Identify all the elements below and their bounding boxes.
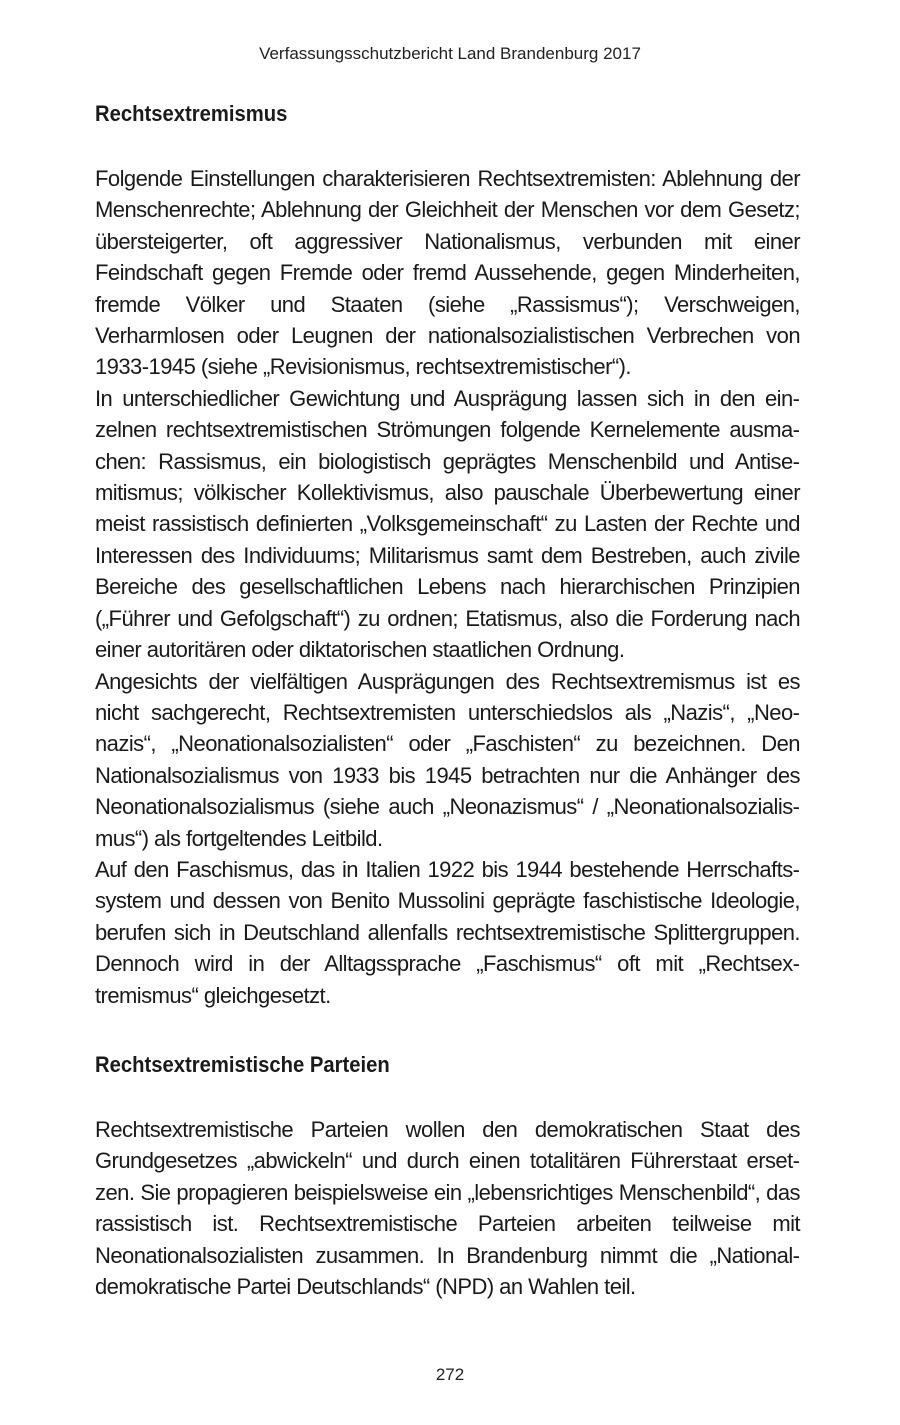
section-rechtsextremismus: [95, 100, 800, 1011]
body-paragraph: In unterschiedlicher Gewichtung und Ausprägung lassen sich in den einzelnen rechtsextremistischen Strömungen folgende Kernelemente ausmachen: Rassismus, ein biologistisch geprägtes Menschenbild und Antisemitismus; völkischer Kollektivismus, also pauschale Überbewertung einer meist rassistisch definierten „Volksgemeinschaft“ zu Lasten der Rechte und Interessen des Individuums; Militarismus samt dem Bestreben, auch zivile Bereiche des gesellschaftlichen Lebens nach hierarchischen Prinzipien („Führer und Gefolgschaft“) zu ordnen; Etatismus, also die Forderung nach einer autoritären oder diktatorischen staatlichen Ordnung.: [95, 385, 800, 663]
body-paragraph: Rechtsextremistische Parteien wollen den demokratischen Staat des Grundgesetzes „abwickeln“ und durch einen totalitären Führerstaat ersetzen. Sie propagieren beispielsweise ein „lebensrichtiges Menschenbild“, das rassistisch ist. Rechtsextremistische Parteien arbeiten teilweise mit Neonationalsozialisten zusammen. In Brandenburg nimmt die „Nationaldemokratische Partei Deutschlands“ (NPD) an Wahlen teil.: [95, 1116, 800, 1299]
body-paragraph: Auf den Faschismus, das in Italien 1922 bis 1944 bestehende Herrschaftssystem und dessen von Benito Mussolini geprägte faschistische Ideologie, berufen sich in Deutschland allenfalls rechtsextremistische Splittergruppen. Dennoch wird in der Alltagssprache „Faschismus“ oft mit „Rechtsextremismus“ gleichgesetzt.: [95, 856, 800, 1008]
page-number: 272: [435, 1365, 465, 1384]
body-paragraph: Folgende Einstellungen charakterisieren Rechtsextremisten: Ablehnung der Menschenrechte; Ablehnung der Gleichheit der Menschen vor dem Gesetz; übersteigerter, oft aggressiver Nationalismus, verbunden mit einer Feindschaft gegen Fremde oder fremd Aussehende, gegen Minderheiten, fremde Völker und Staaten (siehe „Rassismus“); Verschweigen, Verharmlosen oder Leugnen der nationalsozialistischen Verbrechen von 1933-1945 (siehe „Revisionismus, rechtsextremistischer“).: [95, 166, 800, 380]
page-body: [95, 100, 800, 1302]
body-paragraph: Angesichts der vielfältigen Ausprägungen des Rechtsextremismus ist es nicht sachgerecht, Rechtsextremisten unterschiedslos als „Nazis“, „Neonazis“, „Neonationalsozialisten“ oder „Faschisten“ zu bezeichnen. Den Nationalsozialismus von 1933 bis 1945 betrachten nur die Anhänger des Neonationalsozialismus (siehe auch „Neonazismus“ / „Neonationalsozialismus“) als fortgeltendes Leitbild.: [95, 668, 800, 851]
running-header: Verfassungsschutzbericht Land Brandenburg 2017: [259, 44, 641, 63]
section-heading: Rechtsextremistische Parteien: [95, 1051, 390, 1077]
section-rechtsextremistische-parteien: [95, 1051, 800, 1302]
section-heading: Rechtsextremismus: [95, 101, 288, 126]
